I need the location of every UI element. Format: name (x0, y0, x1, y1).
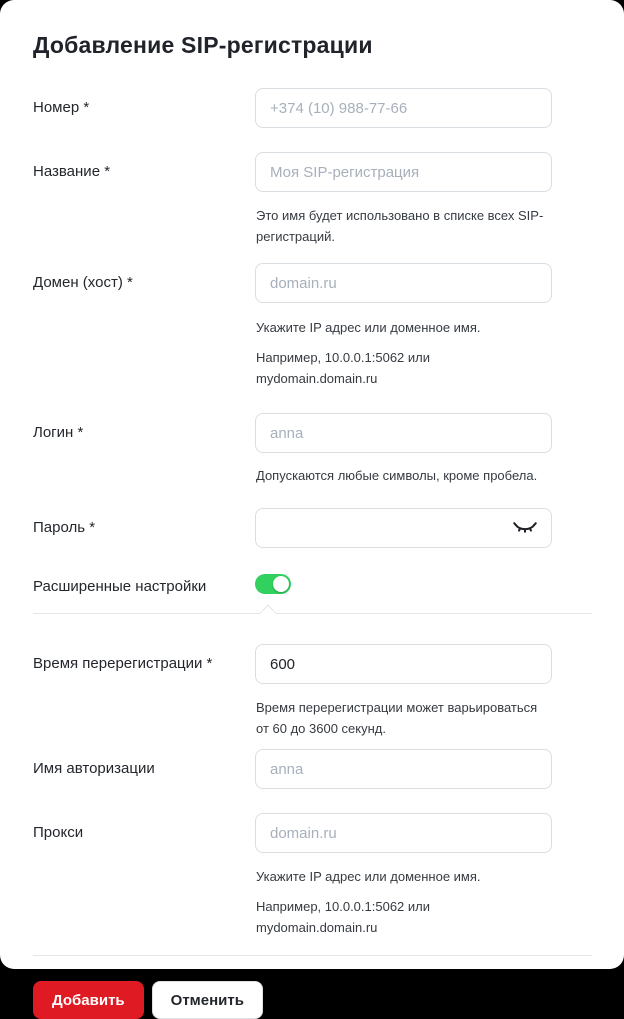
submit-button[interactable]: Добавить (33, 981, 144, 1019)
divider-notch (260, 605, 277, 622)
reregistration-time-help: Время перерегистрации может варьироваться от 60 до 3600 секунд. (256, 700, 538, 736)
name-help: Это имя будет использовано в списке всех SIP-регистраций. (256, 208, 544, 244)
form-body (33, 88, 592, 1019)
number-label: Номер * (33, 99, 90, 116)
proxy-help-1: Укажите IP адрес или доменное имя. (256, 869, 481, 884)
password-label: Пароль * (33, 519, 96, 536)
reregistration-time-label: Время перерегистрации * (33, 655, 213, 672)
field-row-auth-name (33, 749, 592, 789)
page-title: Добавление SIP-регистрации (33, 32, 373, 58)
proxy-input[interactable] (255, 813, 552, 853)
auth-name-label: Имя авторизации (33, 760, 155, 777)
field-row-reregistration-time (33, 644, 592, 739)
proxy-help-2: Например, 10.0.0.1:5062 или mydomain.domain.ru (256, 899, 431, 935)
advanced-settings-row (33, 574, 592, 594)
field-row-name (33, 152, 592, 247)
field-row-domain (33, 263, 592, 389)
login-help: Допускаются любые символы, кроме пробела. (256, 468, 538, 483)
toggle-knob (273, 576, 289, 592)
field-row-proxy (33, 813, 592, 938)
eye-closed-icon (512, 525, 538, 540)
cancel-button[interactable]: Отменить (152, 981, 263, 1019)
reregistration-time-input[interactable] (255, 644, 552, 684)
domain-input[interactable] (255, 263, 552, 303)
advanced-section-divider (33, 613, 592, 614)
domain-label: Домен (хост) * (33, 274, 133, 291)
number-input[interactable] (255, 88, 552, 128)
field-row-password (33, 508, 592, 548)
footer-divider (33, 955, 592, 956)
advanced-settings-label: Расширенные настройки (33, 578, 207, 595)
name-label: Название * (33, 163, 111, 180)
name-input[interactable] (255, 152, 552, 192)
domain-help-2: Например, 10.0.0.1:5062 или mydomain.domain.ru (256, 350, 431, 386)
proxy-label: Прокси (33, 824, 84, 841)
field-row-number (33, 88, 592, 128)
login-input[interactable] (255, 413, 552, 453)
password-visibility-toggle[interactable] (508, 515, 542, 541)
form-actions (33, 981, 592, 1019)
login-label: Логин * (33, 424, 84, 441)
domain-help-1: Укажите IP адрес или доменное имя. (256, 320, 481, 335)
advanced-settings-toggle[interactable] (255, 574, 291, 594)
auth-name-input[interactable] (255, 749, 552, 789)
field-row-login (33, 413, 592, 486)
